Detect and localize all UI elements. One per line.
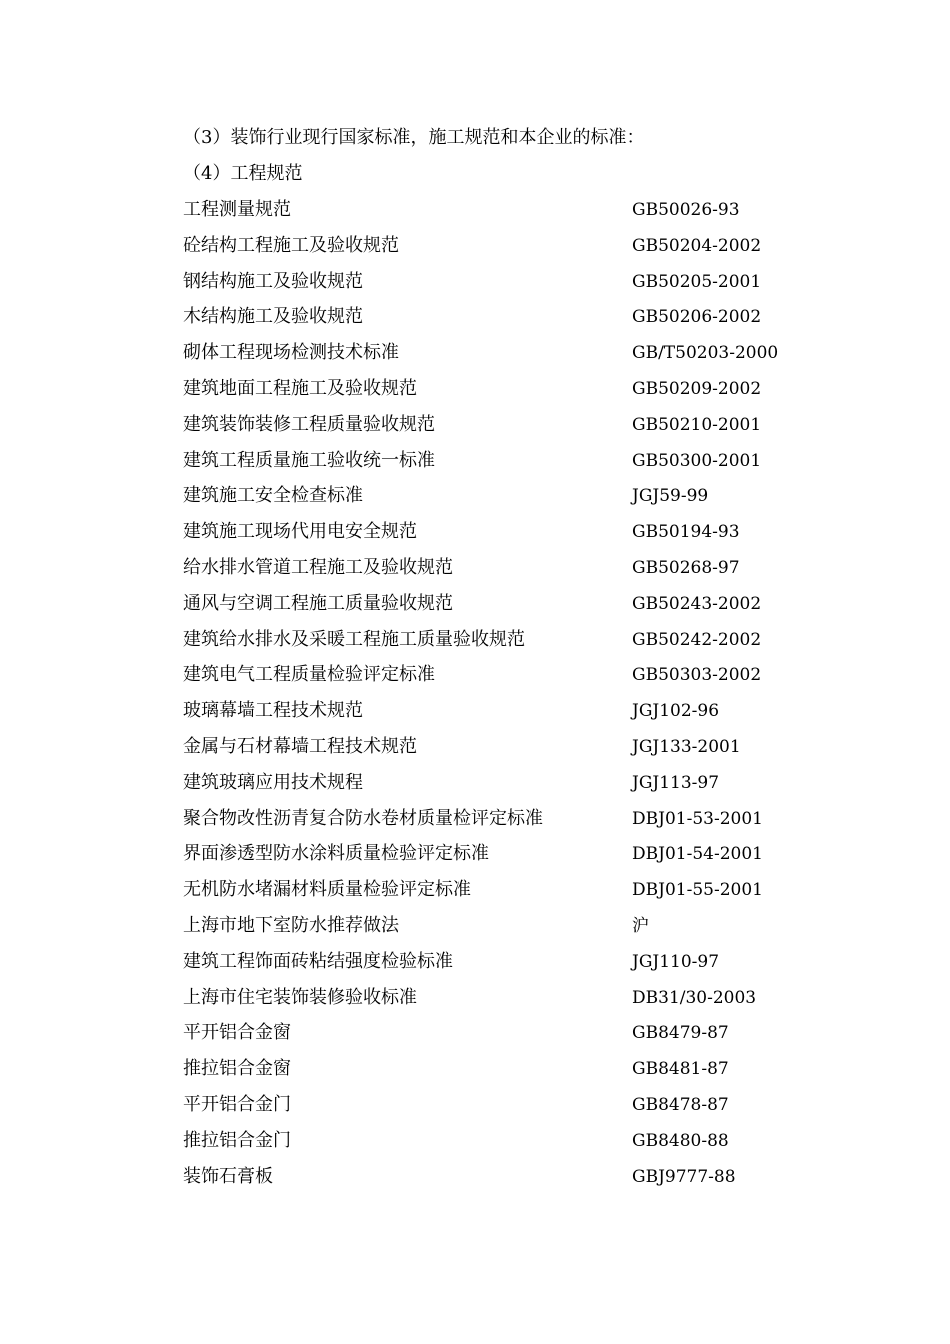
standard-row (183, 270, 823, 306)
standard-row (183, 1021, 823, 1057)
standard-row (183, 771, 823, 807)
standard-row (183, 986, 823, 1022)
standard-row (183, 592, 823, 628)
standard-row (183, 628, 823, 664)
standard-code: JGJ110-97 (632, 951, 720, 972)
standard-row (183, 807, 823, 843)
standard-name: 无机防水堵漏材料质量检验评定标准 (183, 879, 471, 901)
standard-code: GB50303-2002 (632, 665, 762, 686)
standard-code: GB50204-2002 (632, 235, 762, 256)
standard-row (183, 842, 823, 878)
standard-name: 金属与石材幕墙工程技术规范 (183, 735, 417, 757)
standard-name: 建筑给水排水及采暖工程施工质量验收规范 (183, 628, 525, 650)
standard-row (183, 305, 823, 341)
standard-code: GB50210-2001 (632, 414, 762, 435)
section-heading-3: （3）装饰行业现行国家标准，施工规范和本企业的标准： (183, 127, 645, 148)
standard-row (183, 914, 823, 950)
standard-row (183, 663, 823, 699)
standard-row (183, 484, 823, 520)
standard-name: 给水排水管道工程施工及验收规范 (183, 556, 453, 578)
standard-name: 上海市住宅装饰装修验收标准 (183, 986, 417, 1008)
standard-code: GB8481-87 (632, 1059, 729, 1080)
standard-name: 装饰石膏板 (183, 1165, 273, 1187)
standard-code: JGJ59-99 (632, 486, 709, 507)
standard-name: 上海市地下室防水推荐做法 (183, 914, 399, 936)
standard-name: 工程测量规范 (183, 199, 291, 220)
standard-name: 推拉铝合金门 (183, 1129, 291, 1151)
standard-row (183, 735, 823, 771)
standard-code: DBJ01-53-2001 (632, 808, 763, 829)
standard-code: GB8478-87 (632, 1094, 729, 1115)
standard-code: DBJ01-55-2001 (632, 880, 763, 901)
standard-code: 沪 (632, 915, 649, 936)
standard-code: GB50242-2002 (632, 629, 762, 650)
standard-code: GB50209-2002 (632, 378, 762, 399)
standard-row (183, 377, 823, 413)
standard-code: GB50026-93 (632, 200, 740, 220)
standard-code: GB50194-93 (632, 522, 740, 543)
standard-row (183, 520, 823, 556)
standard-row (183, 699, 823, 735)
standard-code: GB50205-2001 (632, 271, 762, 292)
standard-name: 通风与空调工程施工质量验收规范 (183, 592, 453, 614)
standard-name: 砼结构工程施工及验收规范 (183, 234, 399, 256)
standard-code: JGJ102-96 (632, 701, 720, 722)
standard-name: 砌体工程现场检测技术标准 (183, 342, 399, 364)
standard-name: 平开铝合金门 (183, 1093, 291, 1115)
standard-name: 建筑电气工程质量检验评定标准 (183, 664, 435, 686)
standard-name: 建筑玻璃应用技术规程 (183, 771, 363, 793)
standard-row (183, 556, 823, 592)
standard-code: DBJ01-54-2001 (632, 844, 763, 865)
standard-code: GB8479-87 (632, 1023, 729, 1044)
standard-name: 平开铝合金窗 (183, 1022, 291, 1044)
standard-row (183, 950, 823, 986)
standard-name: 建筑地面工程施工及验收规范 (183, 377, 417, 399)
standard-name: 玻璃幕墙工程技术规范 (183, 700, 363, 722)
standard-name: 钢结构施工及验收规范 (183, 270, 363, 292)
standard-row (183, 341, 823, 377)
standard-row (183, 449, 823, 485)
standard-name: 聚合物改性沥青复合防水卷材质量检评定标准 (183, 807, 543, 829)
standard-name: 建筑工程质量施工验收统一标准 (183, 449, 435, 471)
standard-row (183, 198, 823, 234)
standard-row (183, 1165, 823, 1201)
standard-code: GB8480-88 (632, 1130, 729, 1151)
standard-code: GB50206-2002 (632, 307, 762, 328)
standard-code: JGJ133-2001 (632, 736, 741, 757)
standard-name: 木结构施工及验收规范 (183, 306, 363, 328)
standard-code: GB50243-2002 (632, 593, 762, 614)
standard-row (183, 1057, 823, 1093)
standard-name: 建筑装饰装修工程质量验收规范 (183, 413, 435, 435)
standard-row (183, 1129, 823, 1165)
standards-list (183, 198, 823, 1200)
standard-name: 建筑施工现场代用电安全规范 (183, 521, 417, 543)
standard-code: GB50300-2001 (632, 450, 762, 471)
standard-code: DB31/30-2003 (632, 987, 757, 1008)
standard-row (183, 234, 823, 270)
section-heading-4: （4）工程规范 (183, 163, 303, 184)
standard-name: 建筑工程饰面砖粘结强度检验标准 (183, 950, 453, 972)
standard-code: GB/T50203-2000 (632, 343, 779, 364)
standard-name: 建筑施工安全检查标准 (183, 485, 363, 507)
standard-code: JGJ113-97 (632, 772, 720, 793)
standard-row (183, 1093, 823, 1129)
standard-name: 界面渗透型防水涂料质量检验评定标准 (183, 843, 489, 865)
standard-row (183, 413, 823, 449)
standard-code: GB50268-97 (632, 557, 740, 578)
standard-code: GBJ9777-88 (632, 1166, 736, 1187)
standard-row (183, 878, 823, 914)
standard-name: 推拉铝合金窗 (183, 1058, 291, 1080)
